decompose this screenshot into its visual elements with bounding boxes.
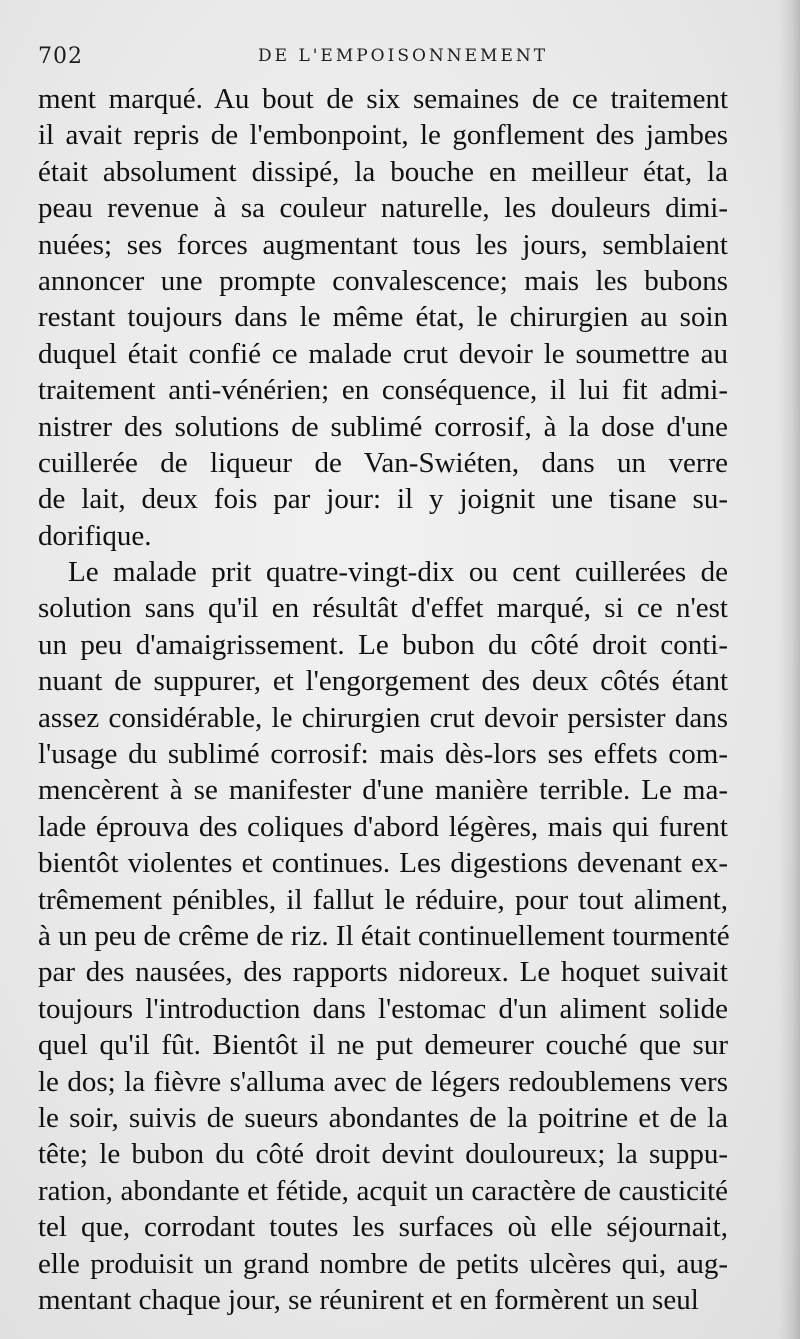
- text-line: mencèrent à se manifester d'une manière terrible. Le ma-: [38, 774, 728, 807]
- page-number: 702: [38, 44, 83, 69]
- text-line: nuant de suppurer, et l'engorgement des deux côtés étant: [38, 665, 728, 698]
- text-line: était absolument dissipé, la bouche en meilleur état, la: [38, 155, 728, 188]
- text-line: annoncer une prompte convalescence; mais les bubons: [38, 264, 728, 297]
- text-line: lade éprouva des coliques d'abord légères, mais qui furent: [38, 810, 728, 843]
- text-line: duquel était confié ce malade crut devoir le soumettre au: [38, 337, 728, 370]
- page-header: [38, 44, 758, 74]
- text-line: ment marqué. Au bout de six semaines de ce traitement: [38, 83, 728, 115]
- text-line: de lait, deux fois par jour: il y joignit une tisane su-: [38, 483, 728, 516]
- text-line: nuées; ses forces augmentant tous les jours, semblaient: [38, 228, 728, 261]
- text-line: par des nausées, des rapports nidoreux. Le hoquet suivait: [38, 956, 728, 989]
- text-line: le dos; la fièvre s'alluma avec de légers redoublemens vers: [38, 1065, 728, 1098]
- running-head: DE L'EMPOISONNEMENT: [258, 46, 549, 66]
- text-line: solution sans qu'il en résultât d'effet marqué, si ce n'est: [38, 592, 728, 625]
- text-line: l'usage du sublimé corrosif: mais dès-lors ses effets com-: [38, 738, 728, 771]
- text-line: peau revenue à sa couleur naturelle, les douleurs dimi-: [38, 192, 728, 225]
- text-line: trêmement pénibles, il fallut le réduire, pour tout aliment,: [38, 883, 728, 916]
- text-line: il avait repris de l'embonpoint, le gonflement des jambes: [38, 119, 728, 152]
- text-line: quel qu'il fût. Bientôt il ne put demeurer couché que sur: [38, 1029, 728, 1062]
- text-line: toujours l'introduction dans l'estomac d'un aliment solide: [38, 992, 728, 1025]
- text-line: mentant chaque jour, se réunirent et en formèrent un seul: [38, 1283, 699, 1316]
- text-line: dorifique.: [38, 519, 152, 552]
- text-line: traitement anti-vénérien; en conséquence, il lui fit admi-: [38, 374, 728, 407]
- text-line: Le malade prit quatre-vingt-dix ou cent cuillerées de: [68, 556, 728, 589]
- text-line: nistrer des solutions de sublimé corrosif, à la dose d'une: [38, 410, 728, 443]
- body-text: [38, 81, 728, 1318]
- text-line: tel que, corrodant toutes les surfaces où elle séjournait,: [38, 1211, 728, 1244]
- text-line: tête; le bubon du côté droit devint douloureux; la suppu-: [38, 1138, 728, 1171]
- text-line: bientôt violentes et continues. Les digestions devenant ex-: [38, 847, 728, 880]
- text-line: ration, abondante et fétide, acquit un caractère de causticité: [38, 1174, 728, 1207]
- text-line: restant toujours dans le même état, le chirurgien au soin: [38, 301, 728, 334]
- text-line: un peu d'amaigrissement. Le bubon du côté droit conti-: [38, 628, 728, 661]
- text-line: cuillerée de liqueur de Van-Swiéten, dans un verre: [38, 446, 728, 479]
- text-line: à un peu de crême de riz. Il était continuellement tourmenté: [38, 919, 730, 952]
- text-line: elle produisit un grand nombre de petits ulcères qui, aug-: [38, 1247, 728, 1280]
- text-line: assez considérable, le chirurgien crut devoir persister dans: [38, 701, 728, 734]
- page-edge-shadow: [778, 0, 800, 1339]
- text-line: le soir, suivis de sueurs abondantes de la poitrine et de la: [38, 1101, 728, 1134]
